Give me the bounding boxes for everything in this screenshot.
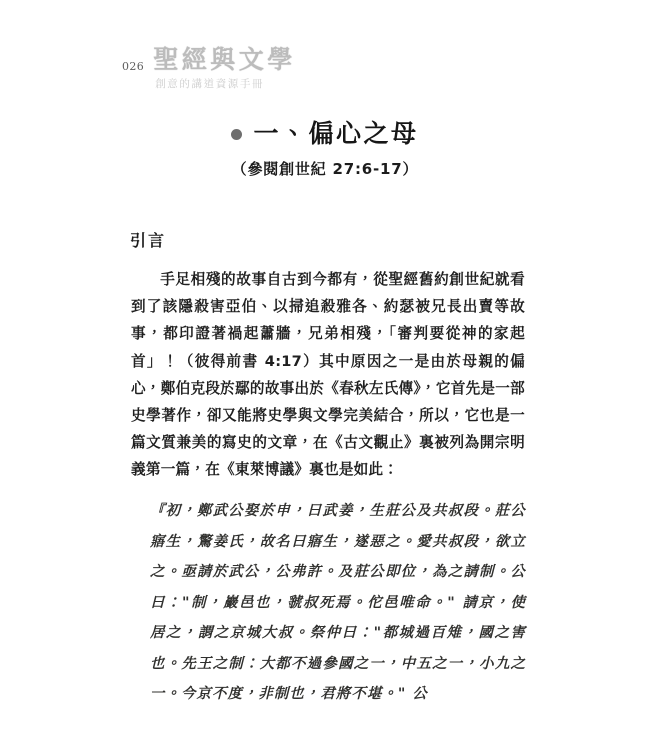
classical-quotation-block [150, 496, 526, 710]
page-number: 026 [122, 60, 145, 73]
quotation-paragraph: 『初，鄭武公娶於申，曰武姜，生莊公及共叔段。莊公寤生，驚姜氏，故名曰寤生，遂惡之。愛共叔段，欲立之。亟請於武公，公弗許。及莊公即位，為之請制。公曰："制，巖邑也，虢叔死焉。佗邑唯命。" 請京，使居之，謂之京城大叔。祭仲曰："都城過百雉，國之害也。先王之制：大都不過參國之一，中五之一，小九之一。今京不度，非制也，君將不堪。" 公 [150, 502, 526, 702]
header-logo [153, 46, 296, 90]
running-header [122, 46, 296, 90]
body-text-block [131, 266, 525, 484]
chapter-scripture-reference: （參閱創世紀 27:6-17） [231, 160, 419, 179]
section-heading-introduction: 引言 [130, 231, 167, 250]
book-subtitle-logo: 創意的講道資源手冊 [155, 78, 265, 90]
filled-circle-bullet-icon [231, 129, 242, 140]
chapter-title-text: 一、偏心之母 [253, 119, 419, 148]
chapter-title [231, 118, 418, 149]
chapter-title-group [0, 118, 650, 179]
body-paragraph: 手足相殘的故事自古到今都有，從聖經舊約創世紀就看到了該隱殺害亞伯、以掃追殺雅各、約瑟被兄長出賣等故事，都印證著禍起蕭牆，兄弟相殘，「審判要從神的家起首」！（彼得前書 4:17）其中原因之一是由於母親的偏心，鄭伯克段於鄢的故事出於《春秋左氏傳》，它首先是一部史學著作，卻又能將史學與文學完美結合，所以，它也是一篇文質兼美的寫史的文章，在《古文觀止》裏被列為開宗明義第一篇，在《東萊博議》裏也是如此： [131, 271, 525, 479]
book-title-logo: 聖經與文學 [153, 45, 296, 74]
